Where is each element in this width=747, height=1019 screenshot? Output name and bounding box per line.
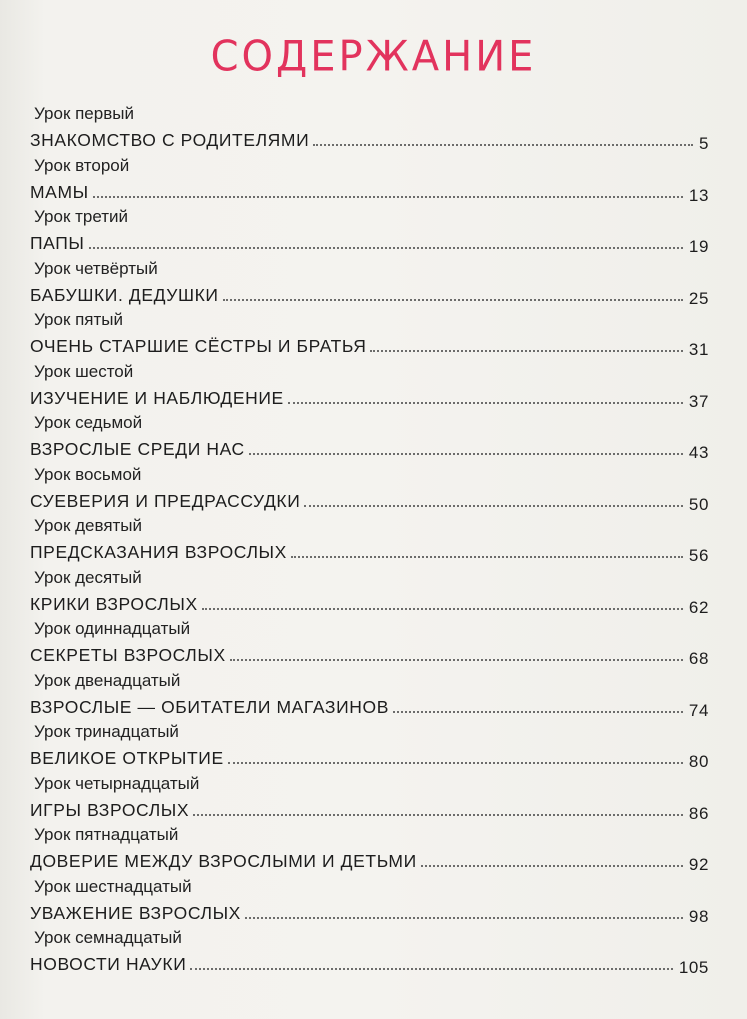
chapter-title: НОВОСТИ НАУКИ [30, 954, 187, 974]
toc-entry [0, 774, 747, 826]
chapter-title: СУЕВЕРИЯ И ПРЕДРАССУДКИ [30, 490, 301, 511]
dot-leader [230, 658, 683, 661]
toc-title-row [30, 694, 709, 718]
chapter-title: БАБУШКИ. ДЕДУШКИ [30, 284, 219, 305]
page-number: 98 [688, 906, 709, 926]
toc-entry [0, 928, 747, 980]
page-number: 62 [688, 597, 709, 617]
dot-leader [288, 401, 683, 404]
toc-title-row [30, 436, 709, 460]
toc-entry [0, 413, 747, 465]
page-number: 31 [688, 340, 709, 359]
table-of-contents [0, 104, 747, 980]
chapter-title: КРИКИ ВЗРОСЛЫХ [30, 593, 198, 614]
toc-entry [0, 619, 747, 671]
toc-entry [0, 465, 747, 517]
lesson-number: Урок пятнадцатый [34, 825, 179, 844]
page-number: 68 [688, 649, 709, 668]
lesson-number: Урок первый [34, 104, 134, 123]
page-number: 92 [688, 855, 709, 874]
page-number: 25 [688, 288, 709, 308]
toc-title-row [30, 333, 709, 357]
toc-title-row [30, 900, 709, 924]
chapter-title: ПАПЫ [30, 233, 85, 253]
toc-title-row [30, 591, 709, 615]
toc-title-row [30, 179, 709, 203]
dot-leader [228, 761, 683, 764]
lesson-number: Урок тринадцатый [34, 722, 179, 741]
page-number: 19 [688, 237, 709, 256]
lesson-number: Урок шестой [34, 361, 134, 381]
page-number: 5 [698, 134, 709, 153]
toc-entry [0, 207, 747, 259]
dot-leader [313, 143, 693, 146]
toc-entry [0, 362, 747, 414]
chapter-title: УВАЖЕНИЕ ВЗРОСЛЫХ [30, 902, 241, 923]
lesson-number: Урок пятый [34, 310, 124, 329]
lesson-number: Урок второй [34, 155, 130, 175]
lesson-number: Урок четвёртый [34, 258, 158, 278]
dot-leader [93, 195, 683, 198]
page-number: 50 [688, 494, 709, 514]
chapter-title: МАМЫ [30, 181, 89, 202]
dot-leader [370, 349, 682, 352]
toc-entry [0, 825, 747, 877]
toc-entry [0, 568, 747, 620]
page-number: 56 [688, 546, 709, 565]
lesson-number: Урок одиннадцатый [34, 619, 191, 638]
toc-title-row [30, 282, 709, 306]
toc-entry [0, 156, 747, 208]
toc-title-row [30, 127, 709, 151]
dot-leader [245, 916, 683, 919]
chapter-title: ПРЕДСКАЗАНИЯ ВЗРОСЛЫХ [30, 542, 287, 562]
lesson-number: Урок девятый [34, 516, 143, 535]
chapter-title: ЗНАКОМСТВО С РОДИТЕЛЯМИ [30, 130, 310, 150]
page-number: 80 [688, 752, 709, 771]
lesson-number: Урок четырнадцатый [34, 773, 200, 793]
chapter-title: СЕКРЕТЫ ВЗРОСЛЫХ [30, 645, 226, 665]
lesson-number: Урок шестнадцатый [34, 876, 192, 896]
dot-leader [193, 813, 683, 816]
lesson-number: Урок третий [34, 207, 129, 226]
toc-entry [0, 671, 747, 723]
page-title: СОДЕРЖАНИЕ [210, 32, 537, 82]
page-number: 105 [678, 958, 709, 977]
dot-leader [223, 298, 683, 301]
chapter-title: ИЗУЧЕНИЕ И НАБЛЮДЕНИЕ [30, 387, 284, 408]
toc-entry [0, 259, 747, 311]
dot-leader [291, 555, 683, 558]
chapter-title: ДОВЕРИЕ МЕЖДУ ВЗРОСЛЫМИ И ДЕТЬМИ [30, 851, 417, 871]
toc-entry [0, 104, 747, 156]
lesson-number: Урок семнадцатый [34, 928, 182, 947]
toc-title-row [30, 797, 709, 821]
page-number: 13 [688, 185, 709, 205]
toc-title-row [30, 230, 709, 254]
dot-leader [89, 246, 683, 249]
lesson-number: Урок двенадцатый [34, 670, 181, 690]
toc-title-row [30, 951, 709, 975]
page-number: 37 [688, 391, 709, 411]
toc-entry [0, 877, 747, 929]
page-number: 86 [688, 803, 709, 823]
toc-title-row [30, 488, 709, 512]
dot-leader [202, 607, 683, 610]
chapter-title: ВЗРОСЛЫЕ — ОБИТАТЕЛИ МАГАЗИНОВ [30, 696, 389, 717]
page-number: 43 [688, 443, 709, 462]
chapter-title: ВЕЛИКОЕ ОТКРЫТИЕ [30, 748, 224, 768]
toc-title-row [30, 848, 709, 872]
chapter-title: ОЧЕНЬ СТАРШИЕ СЁСТРЫ И БРАТЬЯ [30, 336, 367, 356]
toc-entry [0, 722, 747, 774]
toc-title-row [30, 745, 709, 769]
dot-leader [190, 967, 672, 970]
toc-entry [0, 516, 747, 568]
lesson-number: Урок восьмой [34, 464, 142, 484]
page-number: 74 [688, 700, 709, 720]
dot-leader [421, 864, 683, 867]
dot-leader [304, 504, 682, 507]
chapter-title: ВЗРОСЛЫЕ СРЕДИ НАС [30, 439, 245, 459]
toc-title-row [30, 539, 709, 563]
dot-leader [249, 452, 683, 455]
toc-title-row [30, 385, 709, 409]
toc-title-row [30, 642, 709, 666]
lesson-number: Урок десятый [34, 567, 142, 587]
toc-entry [0, 310, 747, 362]
lesson-number: Урок седьмой [34, 413, 143, 432]
chapter-title: ИГРЫ ВЗРОСЛЫХ [30, 799, 190, 820]
dot-leader [393, 710, 683, 713]
